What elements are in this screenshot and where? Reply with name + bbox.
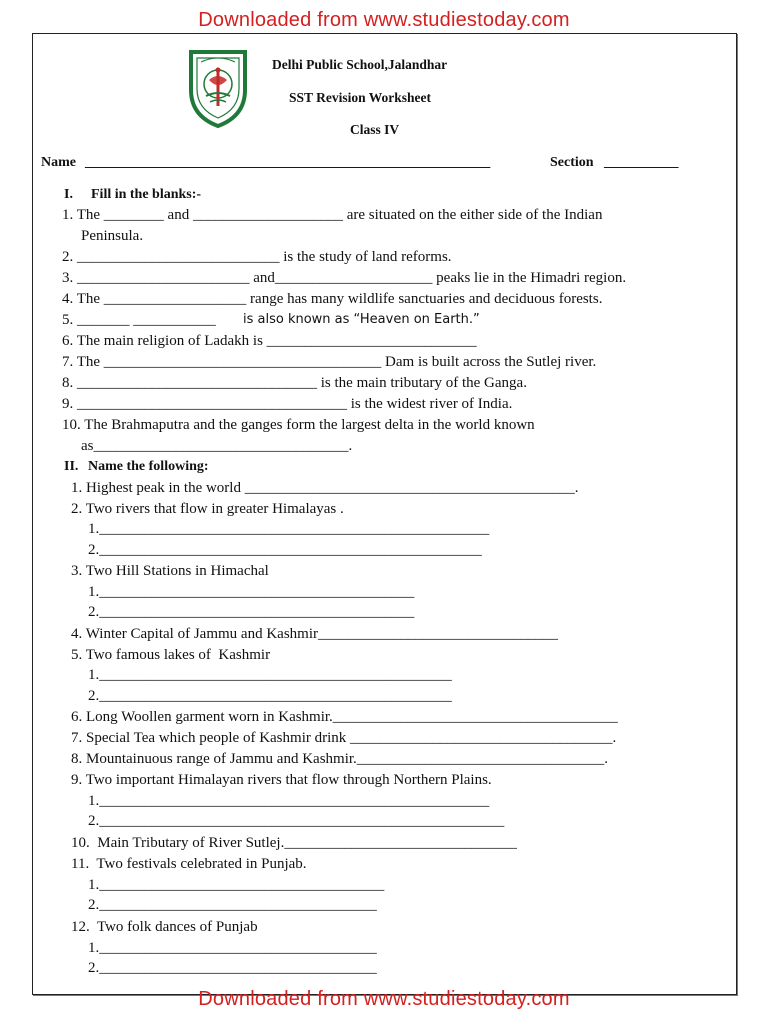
answer-line: 1.____________________________________________________ — [88, 521, 490, 537]
answer-line: 2._____________________________________ — [88, 960, 377, 976]
fill-question-8: 8. ________________________________ is the main tributary of the Ganga. — [62, 375, 527, 391]
fill-question-6: 6. The main religion of Ladakh is ____________________________ — [62, 333, 477, 349]
name-question-8: 8. Mountainuous range of Jammu and Kashmir._________________________________. — [71, 751, 609, 767]
answer-line: 1._______________________________________________ — [88, 667, 452, 683]
answer-line: 1._____________________________________ — [88, 940, 377, 956]
answer-line: 1.____________________________________________________ — [88, 793, 490, 809]
fill-question-1: 1. The ________ and ____________________ are situated on the either side of the Indian — [62, 207, 603, 223]
name-question-9: 9. Two important Himalayan rivers that flow through Northern Plains. — [71, 772, 492, 788]
watermark-top: Downloaded from www.studiestoday.com — [198, 9, 570, 31]
answer-line: 2.______________________________________________________ — [88, 813, 505, 829]
name-question-12: 12. Two folk dances of Punjab — [71, 919, 258, 935]
school-name: Delhi Public School,Jalandhar — [272, 57, 448, 72]
section-2-title: Name the following: — [88, 459, 209, 474]
name-question-3: 3. Two Hill Stations in Himachal — [71, 563, 269, 579]
answer-line: 1.______________________________________ — [88, 877, 385, 893]
fill-question-3: 3. _______________________ and_____________________ peaks lie in the Himadri region. — [62, 270, 627, 286]
name-question-2: 2. Two rivers that flow in greater Himalayas . — [71, 501, 344, 517]
fill-question-4: 4. The ___________________ range has many wildlife sanctuaries and deciduous forests. — [62, 291, 603, 307]
name-label: Name — [41, 155, 76, 170]
fill-question-10: 10. The Brahmaputra and the ganges form the largest delta in the world known — [62, 417, 535, 433]
fill-question-10-continued: as__________________________________. — [81, 438, 353, 454]
section-label: Section — [550, 155, 594, 170]
school-logo-icon — [187, 46, 249, 128]
fill-question-5-text: is also known as “Heaven on Earth.” — [243, 312, 480, 327]
fill-question-9: 9. ____________________________________ is the widest river of India. — [62, 396, 513, 412]
name-question-1: 1. Highest peak in the world ____________________________________________. — [71, 480, 579, 496]
section-1-title: Fill in the blanks:- — [91, 187, 202, 202]
watermark-bottom: Downloaded from www.studiestoday.com — [198, 988, 570, 1010]
fill-question-1-continued: Peninsula. — [81, 228, 144, 244]
name-question-5: 5. Two famous lakes of Kashmir — [71, 647, 271, 663]
answer-line: 2.___________________________________________________ — [88, 542, 482, 558]
class-label: Class IV — [350, 122, 400, 137]
answer-line: 2._____________________________________ — [88, 897, 377, 913]
name-question-6: 6. Long Woollen garment worn in Kashmir.______________________________________ — [71, 709, 618, 725]
fill-question-5-blank: 5. _______ ___________ — [62, 312, 216, 328]
fill-question-2: 2. ___________________________ is the study of land reforms. — [62, 249, 452, 265]
name-field[interactable]: ____________________________________________________________ — [85, 155, 490, 170]
section-field[interactable]: ___________ — [604, 155, 679, 170]
name-question-11: 11. Two festivals celebrated in Punjab. — [71, 856, 307, 872]
answer-line: 2.__________________________________________ — [88, 604, 415, 620]
name-question-7: 7. Special Tea which people of Kashmir drink ___________________________________. — [71, 730, 617, 746]
name-question-4: 4. Winter Capital of Jammu and Kashmir________________________________ — [71, 626, 558, 642]
fill-question-7: 7. The _____________________________________ Dam is built across the Sutlej river. — [62, 354, 597, 370]
answer-line: 1.__________________________________________ — [88, 584, 415, 600]
answer-line: 2._______________________________________________ — [88, 688, 452, 704]
section-1-number: I. — [64, 187, 73, 202]
section-2-number: II. — [64, 459, 79, 474]
worksheet-title: SST Revision Worksheet — [289, 90, 432, 105]
name-question-10: 10. Main Tributary of River Sutlej._______________________________ — [71, 835, 517, 851]
